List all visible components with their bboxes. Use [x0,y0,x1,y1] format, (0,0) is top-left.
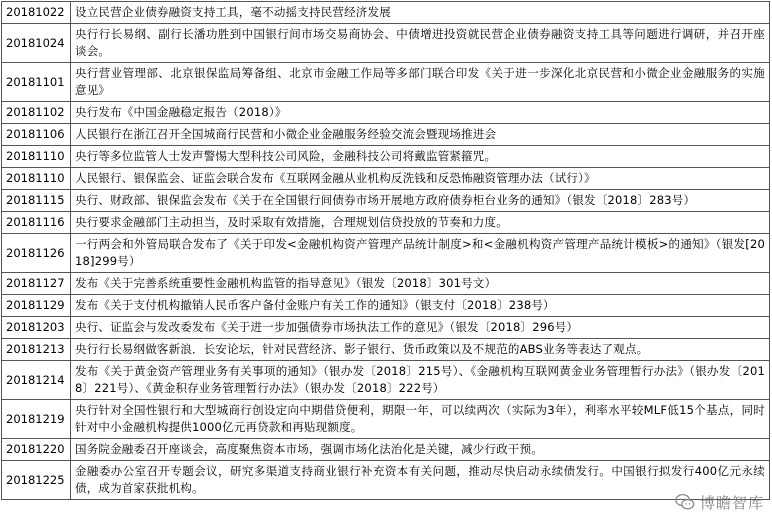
row-date: 20181126 [2,234,71,273]
row-event: 发布《关于黄金资产管理业务有关事项的通知》（银办发〔2018〕215号）、《金融机构互联网黄金业务管理暂行办法》（银办发〔2018〕221号）、《黄金积存业务管理暂行办法》（银办发〔2018〕222号） [71,361,770,400]
row-event: 设立民营企业债券融资支持工具，毫不动摇支持民营经济发展 [71,2,770,24]
row-event: 人民银行在浙江召开全国城商行民营和小微企业金融服务经验交流会暨现场推进会 [71,124,770,146]
row-event: 央行行长易纲做客新浪．长安论坛，针对民营经济、影子银行、货币政策以及不规范的ABS业务等表达了观点。 [71,339,770,361]
row-date: 20181116 [2,212,71,234]
row-event: 发布《关于完善系统重要性金融机构监管的指导意见》（银发〔2018〕301号文） [71,273,770,295]
row-date: 20181220 [2,439,71,461]
table-row [2,461,770,500]
watermark-text: 博瞻智库 [699,493,764,512]
row-event: 央行、证监会与发改委发布《关于进一步加强债券市场执法工作的意见》（银发〔2018〕296号） [71,317,770,339]
table-row [2,273,770,295]
row-date: 20181024 [2,24,71,63]
row-event: 人民银行、银保监会、证监会联合发布《互联网金融从业机构反洗钱和反恐怖融资管理办法（试行）》 [71,168,770,190]
row-event: 央行等多位监管人士发声警惕大型科技公司风险，金融科技公司将戴监管紧箍咒。 [71,146,770,168]
table-row [2,339,770,361]
row-date: 20181115 [2,190,71,212]
row-date: 20181203 [2,317,71,339]
table-row [2,168,770,190]
watermark [674,491,764,513]
row-event: 央行行长易纲、副行长潘功胜到中国银行间市场交易商协会、中债增进投资就民营企业债券融资支持工具等问题进行调研，并召开座谈会。 [71,24,770,63]
table-row [2,146,770,168]
row-event: 央行、财政部、银保监会发布《关于在全国银行间债券市场开展地方政府债券柜台业务的通知》（银发〔2018〕283号） [71,190,770,212]
row-date: 20181127 [2,273,71,295]
table-row [2,212,770,234]
table-row [2,190,770,212]
row-event: 央行要求金融部门主动担当，及时采取有效措施，合理规划信贷投放的节奏和力度。 [71,212,770,234]
table-row [2,400,770,439]
table-row [2,295,770,317]
table-row [2,361,770,400]
policy-timeline-table [1,1,770,500]
row-event: 央行针对全国性银行和大型城商行创设定向中期借贷便利，期限一年，可以续两次（实际为3年），利率水平较MLF低15个基点，同时针对中小金融机构提供1000亿元再贷款和再贴现额度。 [71,400,770,439]
table-row [2,2,770,24]
row-date: 20181214 [2,361,71,400]
table-row [2,124,770,146]
table-body [2,2,770,500]
row-date: 20181213 [2,339,71,361]
table-row [2,102,770,124]
wechat-icon [674,491,696,513]
row-date: 20181129 [2,295,71,317]
row-date: 20181110 [2,168,71,190]
table-row [2,24,770,63]
table-row [2,439,770,461]
row-event: 央行发布《中国金融稳定报告（2018）》 [71,102,770,124]
row-event: 发布《关于支付机构撤销人民币客户备付金账户有关工作的通知》（银支付〔2018〕238号） [71,295,770,317]
row-date: 20181110 [2,146,71,168]
row-date: 20181022 [2,2,71,24]
row-event: 金融委办公室召开专题会议，研究多渠道支持商业银行补充资本有关问题，推动尽快启动永续债发行。中国银行拟发行400亿元永续债，成为首家获批机构。 [71,461,770,500]
table-row [2,63,770,102]
table-row [2,234,770,273]
row-date: 20181219 [2,400,71,439]
row-event: 一行两会和外管局联合发布了《关于印发<金融机构资产管理产品统计制度>和<金融机构资产管理产品统计模板>的通知》（银发[2018]299号） [71,234,770,273]
row-date: 20181225 [2,461,71,500]
row-date: 20181106 [2,124,71,146]
row-event: 央行营业管理部、北京银保监局筹备组、北京市金融工作局等多部门联合印发《关于进一步深化北京民营和小微企业金融服务的实施意见》 [71,63,770,102]
row-date: 20181101 [2,63,71,102]
table-row [2,317,770,339]
row-date: 20181102 [2,102,71,124]
row-event: 国务院金融委召开座谈会，高度聚焦资本市场，强调市场化法治化是关键，减少行政干预。 [71,439,770,461]
